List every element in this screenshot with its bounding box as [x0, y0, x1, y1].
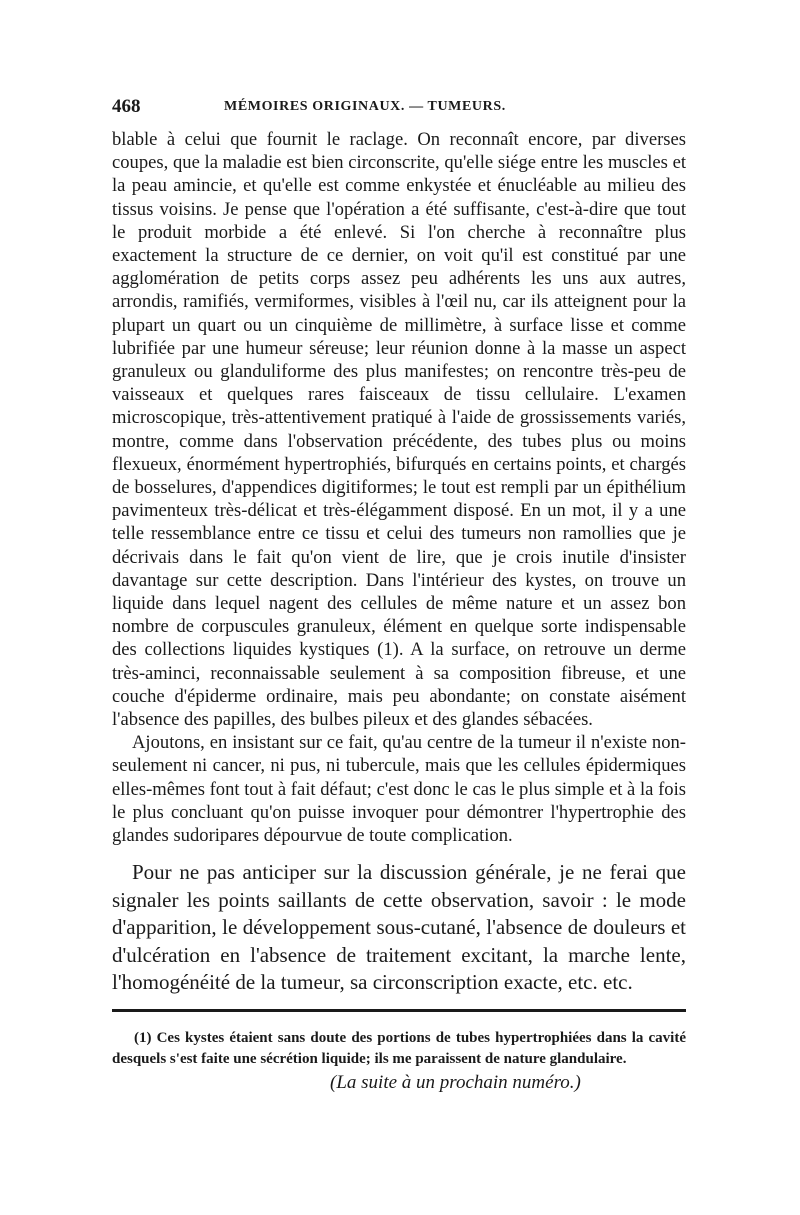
body-paragraph: Ajoutons, en insistant sur ce fait, qu'au centre de la tumeur il n'existe non-seulement ni cancer, ni pus, ni tubercule, mais que les cellules épidermiques elles-mêmes font tout à fait défaut; c'est donc le cas le plus simple et à la fois le plus concluant qu'on puisse invoquer pour démontrer l'hypertrophie des glandes sudoripares dépourvue de toute complication. — [112, 732, 686, 847]
body-paragraph: blable à celui que fournit le raclage. On reconnaît encore, par diverses coupes, que la maladie est bien circonscrite, qu'elle siége entre les muscles et la peau amincie, et qu'elle est comme enkystée et énucléable au milieu des tissus voisins. Je pense que l'opération a été suffisante, c'est-à-dire que tout le produit morbide a été enlevé. Si l'on cherche à reconnaître plus exactement la structure de ce dernier, on voit qu'il est constitué par une agglomération de petits corps assez peu adhérents les uns aux autres, arrondis, ramifiés, vermiformes, visibles à l'œil nu, car ils atteignent pour la plupart un quart ou un cinquième de millimètre, à surface lisse et comme lubrifiée par une humeur séreuse; leur réunion donne à la masse un aspect granuleux ou glanduliforme des plus manifestes; on rencontre très-peu de vaisseaux et quelques rares faisceaux de tissu cellulaire. L'examen microscopique, très-attentivement pratiqué à l'aide de grossissements variés, montre, comme dans l'observation précédente, des tubes plus ou moins flexueux, énormément hypertrophiés, bifurqués en certains points, et chargés de bosselures, d'appendices digitiformes; le tout est rempli par un épithélium pavimenteux très-délicat et très-élégamment disposé. En un mot, il y a une telle ressemblance entre ce tissu et celui des tumeurs non ramollies que je décrivais dans le fait qu'on vient de lire, que je crois inutile d'insister davantage sur cette description. Dans l'intérieur des kystes, on trouve un liquide dans lequel nagent des cellules de même nature et un assez bon nombre de corpuscules granuleux, élément en quelque sorte indispensable des collections liquides kystiques (1). A la surface, on retrouve un derme très-aminci, reconnaissable seulement à sa composition fibreuse, et une couche d'épiderme ordinaire, mais peu abondante; on constate aisément l'absence des papilles, des bulbes pileux et des glandes sébacées. — [112, 129, 686, 731]
footnote: (1) Ces kystes étaient sans doute des portions de tubes hypertrophiées dans la cavité desquels s'est faite une sécrétion liquide; ils me paraissent de nature glandulaire. — [112, 1029, 686, 1067]
conclusion-paragraph: Pour ne pas anticiper sur la discussion générale, je ne ferai que signaler les points saillants de cette observation, savoir : le mode d'apparition, le développement sous-cutané, l'absence de douleurs et d'ulcération en l'absence de traitement excitant, la marche lente, l'homogénéité de la tumeur, sa circonscription exacte, etc. etc. — [112, 860, 686, 995]
article-body — [112, 128, 686, 847]
book-page — [112, 96, 686, 1094]
footnote-divider — [112, 1009, 686, 1012]
running-title: MÉMOIRES ORIGINAUX. — TUMEURS. — [224, 99, 506, 114]
running-head — [112, 96, 686, 122]
conclusion-block — [112, 859, 686, 997]
page-number: 468 — [112, 96, 141, 117]
continuation-note: (La suite à un prochain numéro.) — [330, 1071, 581, 1093]
